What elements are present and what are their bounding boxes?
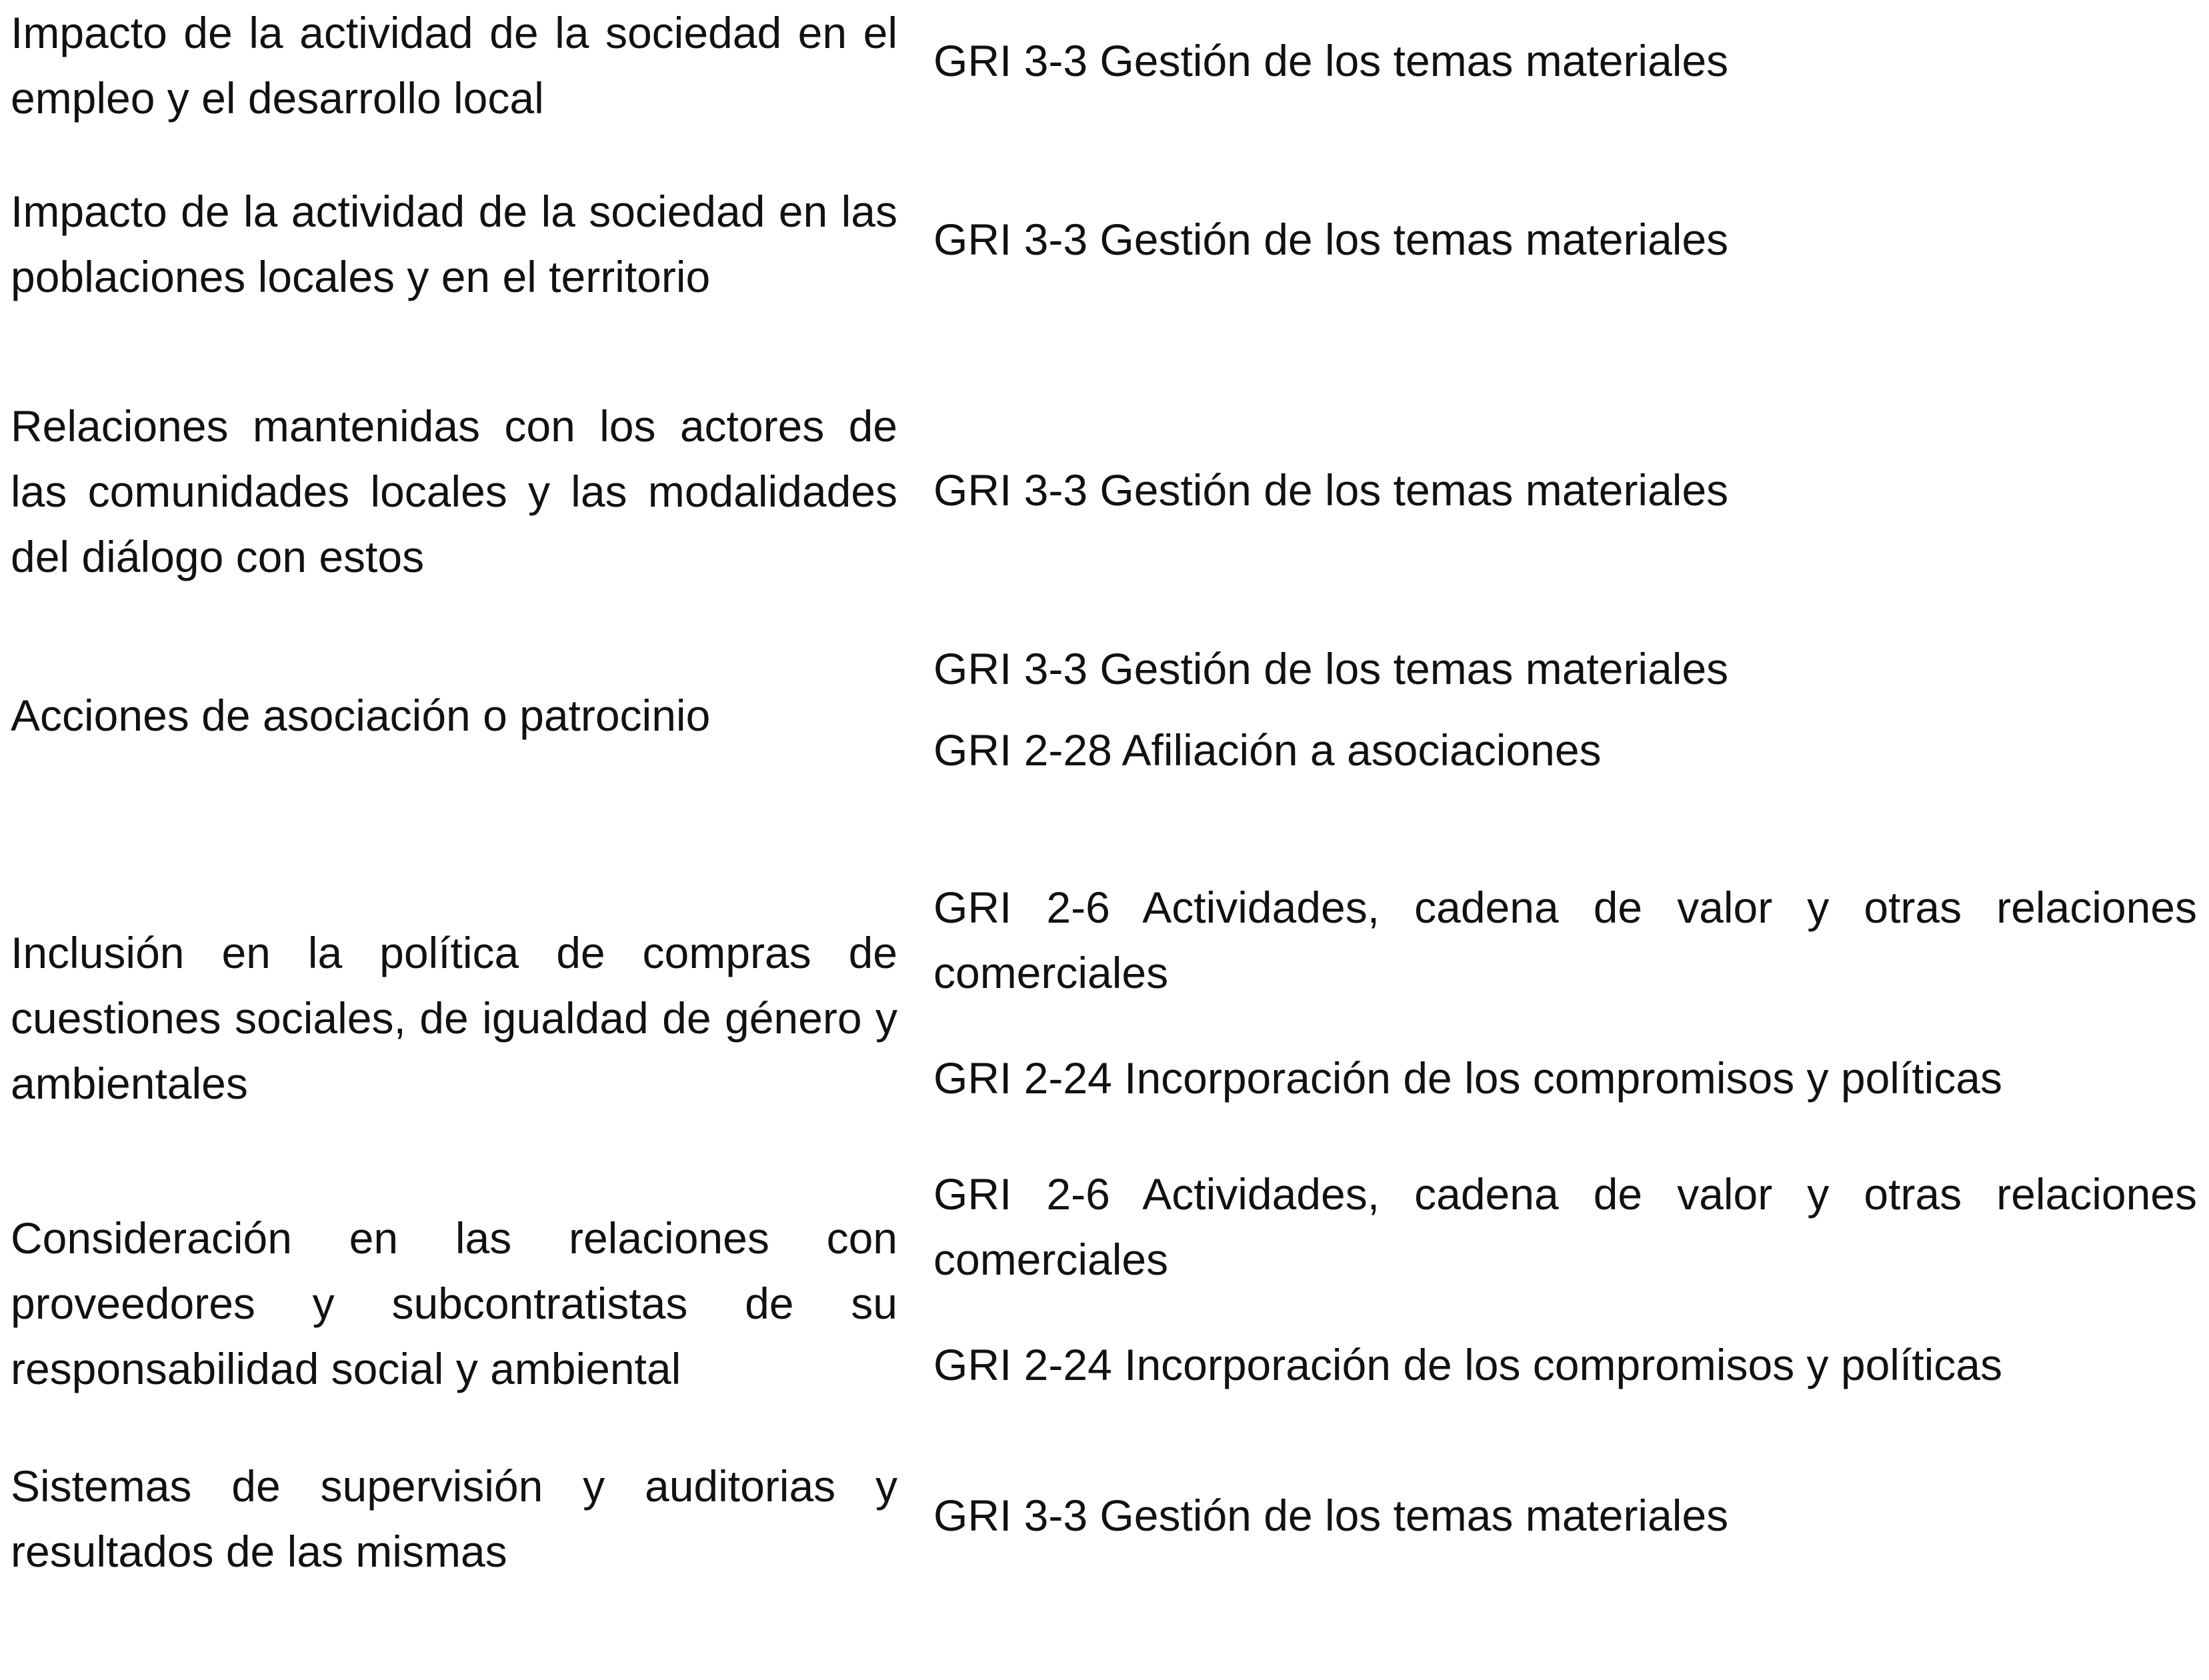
gri-reference: GRI 3-3 Gestión de los temas materiales	[933, 36, 1729, 85]
gri-reference: GRI 2-6 Actividades, cadena de valor y otras relaciones comerciales	[933, 1169, 2197, 1284]
gri-reference: GRI 2-6 Actividades, cadena de valor y otras relaciones comerciales	[933, 883, 2197, 997]
gri-cell	[933, 28, 2197, 93]
gri-reference: GRI 3-3 Gestión de los temas materiales	[933, 644, 1729, 693]
topic-cell: Acciones de asociación o patrocinio	[11, 691, 711, 740]
gri-cell	[933, 207, 2197, 272]
gri-cell	[933, 636, 2197, 783]
topic-cell: Relaciones mantenidas con los actores de las comunidades locales y las modalidades del diálogo con estos	[11, 401, 897, 581]
gri-cell	[933, 875, 2197, 1111]
gri-cell	[933, 1161, 2197, 1397]
topic-cell: Inclusión en la política de compras de cuestiones sociales, de igualdad de género y ambientales	[11, 928, 897, 1108]
gri-cell	[933, 457, 2197, 523]
gri-reference: GRI 3-3 Gestión de los temas materiales	[933, 215, 1729, 264]
gri-reference: GRI 3-3 Gestión de los temas materiales	[933, 1491, 1729, 1540]
gri-reference: GRI 2-28 Afiliación a asociaciones	[933, 725, 1602, 775]
gri-cell	[933, 1483, 2197, 1548]
topic-cell: Sistemas de supervisión y auditorias y resultados de las mismas	[11, 1461, 897, 1576]
topic-cell: Impacto de la actividad de la sociedad en el empleo y el desarrollo local	[11, 8, 897, 123]
gri-reference: GRI 2-24 Incorporación de los compromisos y políticas	[933, 1053, 2003, 1103]
topic-cell: Consideración en las relaciones con proveedores y subcontratistas de su responsabilidad social y ambiental	[11, 1213, 897, 1393]
topic-cell: Impacto de la actividad de la sociedad en las poblaciones locales y en el territorio	[11, 187, 897, 301]
gri-reference: GRI 2-24 Incorporación de los compromisos y políticas	[933, 1340, 2003, 1389]
gri-reference: GRI 3-3 Gestión de los temas materiales	[933, 465, 1729, 515]
